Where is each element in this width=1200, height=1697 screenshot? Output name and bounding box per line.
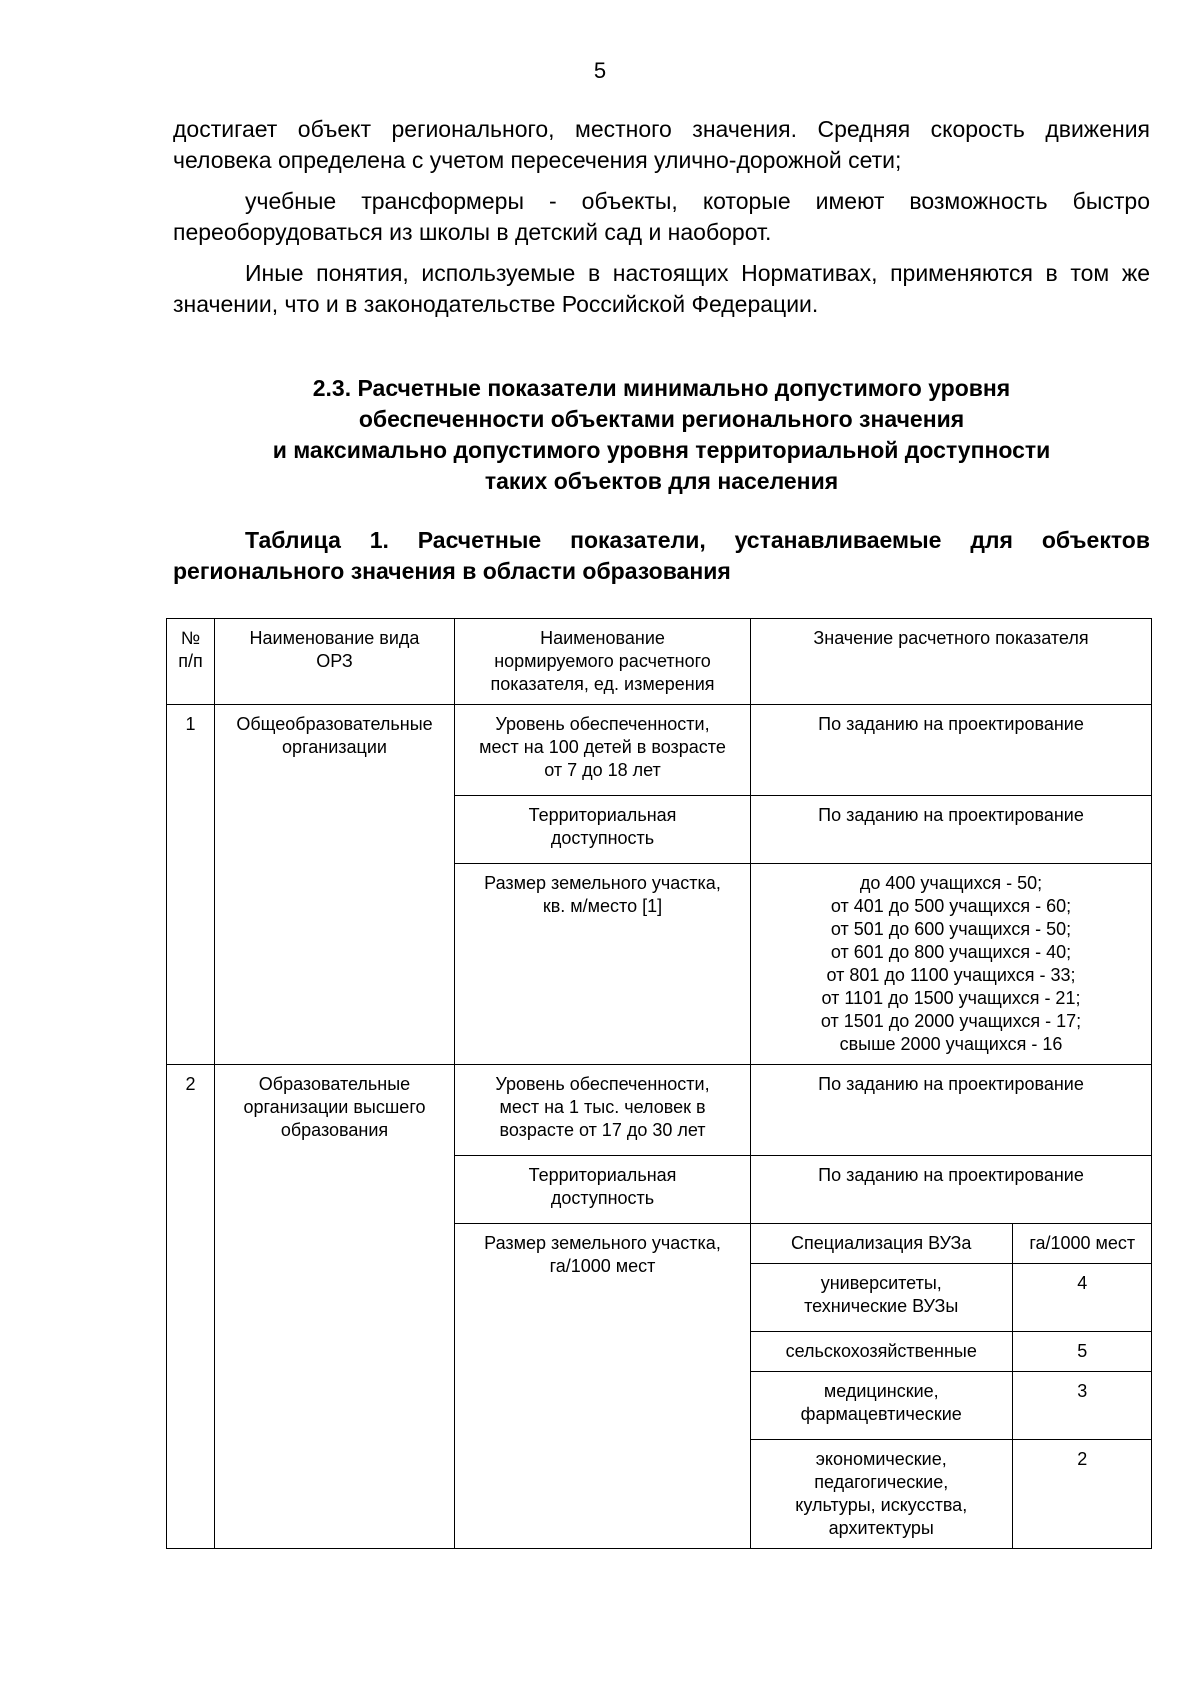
page-number: 5 [593,58,607,83]
header-indicator: Наименование нормируемого расчетного показателя, ед. измерения [455,619,751,705]
specialization-value: 2 [1077,1449,1088,1469]
value-cell: до 400 учащихся - 50; от 401 до 500 учащихся - 60; от 501 до 600 учащихся - 50; от 601 до 800 учащихся - 40; от 801 до 1100 учащихся - 33; от 1101 до 1500 учащихся - 21; от 1501 до 2000 учащихся - 17; свыше 2000 учащихся - 16 [751,864,1152,1065]
specialization-header-row [751,1224,1152,1264]
specialization-name: экономические, педагогические, культуры, искусства, архитектуры [751,1440,1012,1549]
row-type: Образовательные организации высшего образования [215,1065,455,1549]
row-num: 1 [167,705,215,1065]
table-header-row [167,619,1152,705]
indicators-table [166,618,1152,1549]
section-title: 2.3. Расчетные показатели минимально допустимого уровня обеспеченности объектами регионального значения и максимально допустимого уровня территориальной доступности таких объектов для населения [272,375,1051,494]
specialization-name: университеты, технические ВУЗы [751,1264,1012,1332]
header-value: Значение расчетного показателя [751,619,1152,705]
specialization-name: медицинские, фармацевтические [751,1372,1012,1440]
indicator-cell: Уровень обеспеченности, мест на 100 детей в возрасте от 7 до 18 лет [455,705,751,796]
specialization-row [751,1264,1152,1332]
specialization-name: сельскохозяйственные [751,1332,1012,1372]
body-text [173,114,1150,330]
specialization-row [751,1332,1152,1372]
paragraph: достигает объект регионального, местного значения. Средняя скорость движения человека определена с учетом пересечения улично-дорожной сети; [173,116,1150,173]
indicator-cell: Размер земельного участка, кв. м/место [1] [455,864,751,1065]
specialization-header: Специализация ВУЗа [751,1224,1012,1264]
value-cell: По заданию на проектирование [751,1156,1152,1224]
specialization-cell [751,1224,1152,1549]
unit-header: га/1000 мест [1012,1224,1152,1264]
table-row [167,1065,1152,1156]
specialization-value: 4 [1012,1264,1152,1332]
row-num: 2 [167,1065,215,1549]
indicator-cell: Размер земельного участка, га/1000 мест [455,1224,751,1549]
indicator-cell: Уровень обеспеченности, мест на 1 тыс. человек в возрасте от 17 до 30 лет [455,1065,751,1156]
value-cell: По заданию на проектирование [751,796,1152,864]
paragraph: учебные трансформеры - объекты, которые имеют возможность быстро переоборудоваться из школы в детский сад и наоборот. [173,188,1150,245]
header-num: № п/п [167,619,215,705]
value-cell: По заданию на проектирование [751,705,1152,796]
paragraph: Иные понятия, используемые в настоящих Нормативах, применяются в том же значении, что и в законодательстве Российской Федерации. [173,260,1150,317]
row-type: Общеобразовательные организации [215,705,455,1065]
specialization-value: 5 [1012,1332,1152,1372]
indicator-cell: Территориальная доступность [455,796,751,864]
specialization-row [751,1372,1152,1440]
specialization-table [751,1224,1152,1548]
indicator-cell: Территориальная доступность [455,1156,751,1224]
table-caption: Таблица 1. Расчетные показатели, устанавливаемые для объектов регионального значения в области образования [173,527,1150,584]
specialization-value: 3 [1012,1372,1152,1440]
specialization-row [751,1440,1152,1549]
value-cell: По заданию на проектирование [751,1065,1152,1156]
table-row [167,705,1152,796]
header-type: Наименование вида ОРЗ [215,619,455,705]
